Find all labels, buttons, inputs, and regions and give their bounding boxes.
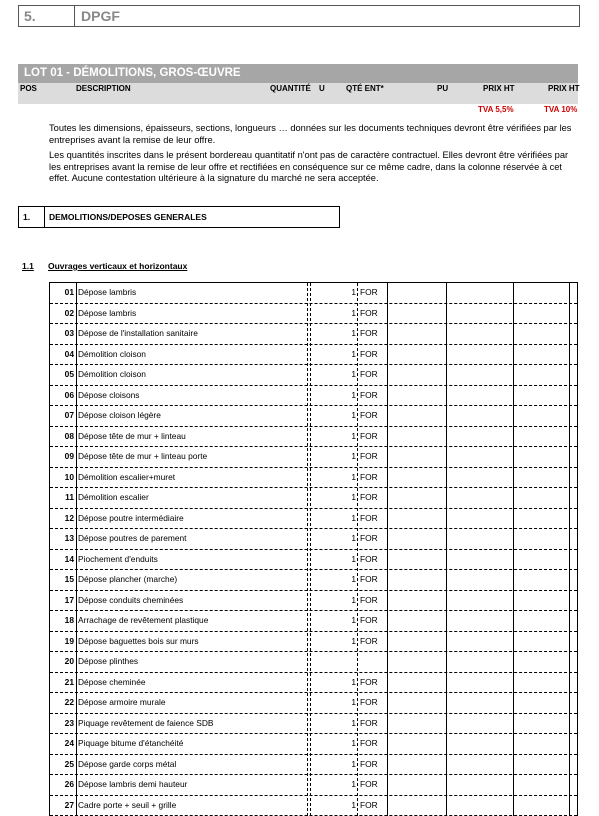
row-description: Cadre porte + seuil + grille bbox=[77, 796, 308, 816]
row-description: Piquage bitume d'étanchéité bbox=[77, 734, 308, 754]
row-description: Dépose cloisons bbox=[77, 386, 308, 406]
row-quantity: 1 bbox=[308, 324, 358, 344]
col-divider bbox=[357, 283, 358, 816]
row-quantity: 1 bbox=[308, 406, 358, 426]
row-unit: FOR bbox=[358, 304, 390, 324]
table-rows bbox=[50, 283, 577, 816]
row-quantity: 1 bbox=[308, 304, 358, 324]
row-quantity: 1 bbox=[308, 611, 358, 631]
row-number: 20 bbox=[50, 652, 76, 672]
row-number: 02 bbox=[50, 304, 76, 324]
row-number: 08 bbox=[50, 427, 76, 447]
row-description: Dépose baguettes bois sur murs bbox=[77, 632, 308, 652]
table-row bbox=[50, 570, 577, 591]
row-description: Dépose lambris demi hauteur bbox=[77, 775, 308, 795]
table-row bbox=[50, 488, 577, 509]
table-row bbox=[50, 775, 577, 796]
row-number: 09 bbox=[50, 447, 76, 467]
heading-1 bbox=[18, 206, 340, 228]
row-unit: FOR bbox=[358, 324, 390, 344]
table-row bbox=[50, 427, 577, 448]
row-unit: FOR bbox=[358, 673, 390, 693]
row-quantity: 1 bbox=[308, 345, 358, 365]
row-description: Dépose plinthes bbox=[77, 652, 308, 672]
table-row bbox=[50, 652, 577, 673]
row-unit: FOR bbox=[358, 365, 390, 385]
lot-title: LOT 01 - DÉMOLITIONS, GROS-ŒUVRE bbox=[24, 64, 241, 83]
table-row bbox=[50, 693, 577, 714]
col-pu: PU bbox=[437, 83, 448, 95]
row-quantity: 1 bbox=[308, 550, 358, 570]
row-description: Dépose armoire murale bbox=[77, 693, 308, 713]
section-number: 5. bbox=[19, 6, 75, 26]
intro-paragraph-2: Les quantités inscrites dans le présent bordereau quantitatif n'ont pas de caractère contractuel. Elles devront être vérifiées par les entreprises avant la remise de leur offre et rectifiées en conséquence sur ce même cadre, dans la colonne réservée à cet effet. Aucune contestation ultérieure à la signature du marché ne sera acceptée. bbox=[49, 150, 579, 185]
row-unit: FOR bbox=[358, 345, 390, 365]
row-unit: FOR bbox=[358, 550, 390, 570]
row-quantity: 1 bbox=[308, 570, 358, 590]
row-quantity: 1 bbox=[308, 693, 358, 713]
row-number: 12 bbox=[50, 509, 76, 529]
heading-1-title: DEMOLITIONS/DEPOSES GENERALES bbox=[49, 207, 207, 227]
row-unit: FOR bbox=[358, 591, 390, 611]
row-description: Démolition escalier bbox=[77, 488, 308, 508]
table-row bbox=[50, 734, 577, 755]
row-description: Démolition cloison bbox=[77, 365, 308, 385]
row-description: Démolition escalier+muret bbox=[77, 468, 308, 488]
row-description: Dépose de l'installation sanitaire bbox=[77, 324, 308, 344]
row-unit: FOR bbox=[358, 775, 390, 795]
row-unit: FOR bbox=[358, 386, 390, 406]
row-quantity bbox=[308, 652, 358, 672]
row-number: 13 bbox=[50, 529, 76, 549]
row-description: Dépose garde corps métal bbox=[77, 755, 308, 775]
table-row bbox=[50, 509, 577, 530]
col-divider bbox=[76, 283, 77, 816]
table-row bbox=[50, 324, 577, 345]
heading-1-1-title: Ouvrages verticaux et horizontaux bbox=[48, 261, 187, 271]
table-row bbox=[50, 447, 577, 468]
row-quantity: 1 bbox=[308, 632, 358, 652]
row-number: 17 bbox=[50, 591, 76, 611]
table-row bbox=[50, 755, 577, 776]
col-quantite: QUANTITÉ bbox=[270, 83, 311, 95]
row-quantity: 1 bbox=[308, 714, 358, 734]
table-row bbox=[50, 529, 577, 550]
row-unit: FOR bbox=[358, 796, 390, 816]
row-number: 06 bbox=[50, 386, 76, 406]
row-number: 07 bbox=[50, 406, 76, 426]
row-description: Piquage revêtement de faience SDB bbox=[77, 714, 308, 734]
row-unit: FOR bbox=[358, 468, 390, 488]
row-quantity: 1 bbox=[308, 447, 358, 467]
row-number: 24 bbox=[50, 734, 76, 754]
col-u: U bbox=[319, 83, 325, 95]
col-qte-ent: QTÉ ENT* bbox=[346, 83, 384, 95]
row-number: 01 bbox=[50, 283, 76, 303]
row-quantity: 1 bbox=[308, 775, 358, 795]
items-table bbox=[49, 282, 578, 816]
col-prix-ht-1: PRIX HT bbox=[483, 83, 515, 95]
table-row bbox=[50, 796, 577, 816]
row-number: 23 bbox=[50, 714, 76, 734]
row-description: Dépose lambris bbox=[77, 283, 308, 303]
col-divider bbox=[387, 283, 388, 816]
row-description: Dépose tête de mur + linteau porte bbox=[77, 447, 308, 467]
row-number: 11 bbox=[50, 488, 76, 508]
row-unit: FOR bbox=[358, 755, 390, 775]
row-description: Dépose plancher (marche) bbox=[77, 570, 308, 590]
row-unit: FOR bbox=[358, 632, 390, 652]
row-quantity: 1 bbox=[308, 468, 358, 488]
row-number: 21 bbox=[50, 673, 76, 693]
row-number: 19 bbox=[50, 632, 76, 652]
row-unit: FOR bbox=[358, 570, 390, 590]
row-unit: FOR bbox=[358, 734, 390, 754]
table-row bbox=[50, 386, 577, 407]
row-description: Dépose cloison légère bbox=[77, 406, 308, 426]
heading-1-number: 1. bbox=[19, 207, 45, 227]
row-unit bbox=[358, 652, 390, 672]
row-unit: FOR bbox=[358, 283, 390, 303]
table-row bbox=[50, 673, 577, 694]
row-number: 25 bbox=[50, 755, 76, 775]
row-quantity: 1 bbox=[308, 386, 358, 406]
row-number: 26 bbox=[50, 775, 76, 795]
row-quantity: 1 bbox=[308, 509, 358, 529]
tva-rate-2: TVA 10% bbox=[544, 104, 577, 115]
row-quantity: 1 bbox=[308, 796, 358, 816]
lot-banner bbox=[18, 64, 578, 83]
table-row bbox=[50, 550, 577, 571]
row-number: 10 bbox=[50, 468, 76, 488]
column-header-band bbox=[18, 83, 578, 104]
row-number: 18 bbox=[50, 611, 76, 631]
row-quantity: 1 bbox=[308, 283, 358, 303]
row-unit: FOR bbox=[358, 488, 390, 508]
col-divider bbox=[513, 283, 514, 816]
col-description: DESCRIPTION bbox=[76, 83, 131, 95]
row-number: 04 bbox=[50, 345, 76, 365]
col-divider bbox=[310, 283, 311, 816]
col-divider bbox=[446, 283, 447, 816]
row-unit: FOR bbox=[358, 406, 390, 426]
col-divider bbox=[307, 283, 308, 816]
section-title: DPGF bbox=[76, 6, 120, 26]
row-number: 05 bbox=[50, 365, 76, 385]
row-quantity: 1 bbox=[308, 488, 358, 508]
table-row bbox=[50, 632, 577, 653]
row-quantity: 1 bbox=[308, 365, 358, 385]
row-description: Dépose cheminée bbox=[77, 673, 308, 693]
table-row bbox=[50, 714, 577, 735]
row-quantity: 1 bbox=[308, 427, 358, 447]
table-row bbox=[50, 611, 577, 632]
table-row bbox=[50, 283, 577, 304]
row-number: 27 bbox=[50, 796, 76, 816]
row-unit: FOR bbox=[358, 529, 390, 549]
row-quantity: 1 bbox=[308, 755, 358, 775]
row-unit: FOR bbox=[358, 611, 390, 631]
row-description: Arrachage de revêtement plastique bbox=[77, 611, 308, 631]
table-row bbox=[50, 468, 577, 489]
row-number: 03 bbox=[50, 324, 76, 344]
heading-1-1-number: 1.1 bbox=[22, 261, 34, 271]
table-row bbox=[50, 365, 577, 386]
row-description: Dépose poutre intermédiaire bbox=[77, 509, 308, 529]
col-prix-ht-2: PRIX HT bbox=[548, 83, 580, 95]
intro-paragraph-1: Toutes les dimensions, épaisseurs, sections, longueurs … données sur les documents techniques devront être vérifiées par les entreprises avant la remise de leur offre. bbox=[49, 123, 579, 146]
col-divider bbox=[569, 283, 570, 816]
row-unit: FOR bbox=[358, 509, 390, 529]
col-pos: POS bbox=[20, 83, 37, 95]
row-description: Dépose conduits cheminées bbox=[77, 591, 308, 611]
row-number: 14 bbox=[50, 550, 76, 570]
row-description: Dépose lambris bbox=[77, 304, 308, 324]
row-quantity: 1 bbox=[308, 591, 358, 611]
row-description: Piochement d'enduits bbox=[77, 550, 308, 570]
row-quantity: 1 bbox=[308, 673, 358, 693]
row-description: Dépose poutres de parement bbox=[77, 529, 308, 549]
row-unit: FOR bbox=[358, 447, 390, 467]
row-quantity: 1 bbox=[308, 734, 358, 754]
row-unit: FOR bbox=[358, 714, 390, 734]
table-row bbox=[50, 406, 577, 427]
section-header bbox=[18, 5, 580, 27]
table-row bbox=[50, 591, 577, 612]
row-unit: FOR bbox=[358, 693, 390, 713]
tva-rate-1: TVA 5,5% bbox=[478, 104, 514, 115]
table-row bbox=[50, 345, 577, 366]
row-quantity: 1 bbox=[308, 529, 358, 549]
row-number: 15 bbox=[50, 570, 76, 590]
row-description: Dépose tête de mur + linteau bbox=[77, 427, 308, 447]
row-unit: FOR bbox=[358, 427, 390, 447]
table-row bbox=[50, 304, 577, 325]
row-number: 22 bbox=[50, 693, 76, 713]
row-description: Démolition cloison bbox=[77, 345, 308, 365]
